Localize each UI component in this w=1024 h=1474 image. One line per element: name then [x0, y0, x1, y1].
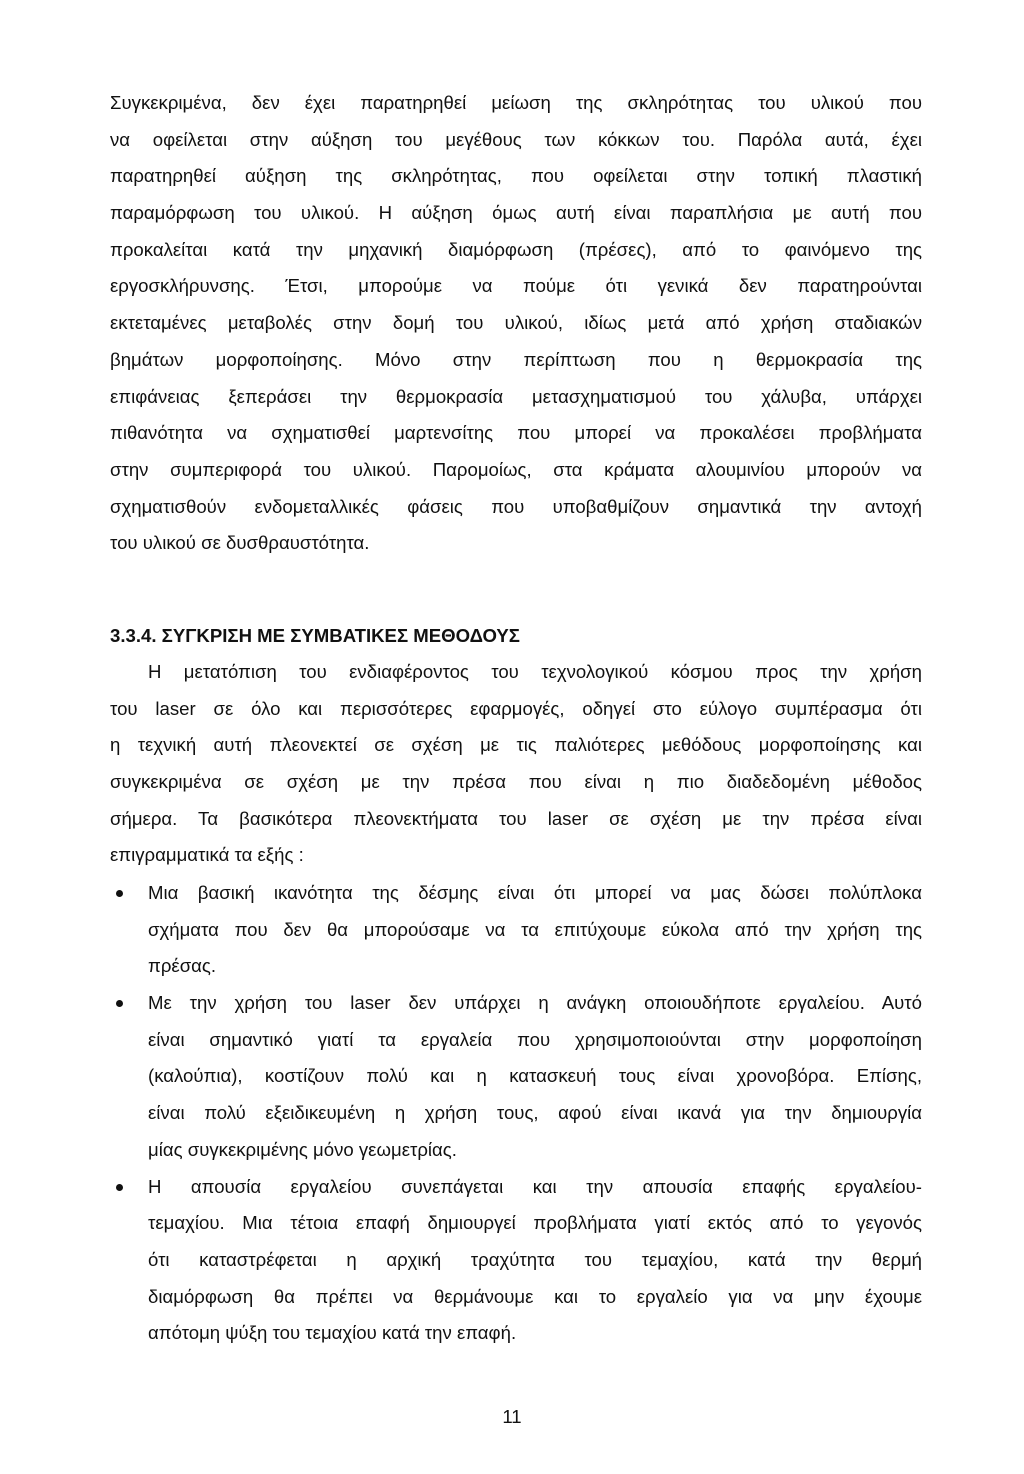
paragraph-2 [110, 654, 922, 874]
text-line: διαμόρφωση θα πρέπει να θερμάνουμε και το εργαλείο για να μην έχουμε [148, 1285, 922, 1307]
text-line: συγκεκριμένα σε σχέση με την πρέσα που είναι η πιο διαδεδομένη μέθοδος [110, 771, 922, 793]
text-line: εκτεταμένες μεταβολές στην δομή του υλικού, ιδίως μετά από χρήση σταδιακών [110, 312, 922, 334]
text-line: μίας συγκεκριμένης μόνο γεωμετρίας. [148, 1138, 457, 1160]
text-line: Με την χρήση του laser δεν υπάρχει η ανάγκη οποιουδήποτε εργαλείου. Αυτό [148, 992, 922, 1014]
text-line: Συγκεκριμένα, δεν έχει παρατηρηθεί μείωση της σκληρότητας του υλικού που [110, 92, 922, 113]
text-line: Η απουσία εργαλείου συνεπάγεται και την απουσία επαφής εργαλείου- [148, 1175, 922, 1197]
text-line: είναι σημαντικό γιατί τα εργαλεία που χρησιμοποιούνται στην μορφοποίηση [148, 1028, 922, 1050]
text-line: (καλούπια), κοστίζουν πολύ και η κατασκευή τους είναι χρονοβόρα. Επίσης, [148, 1065, 922, 1087]
paragraph-1 [110, 85, 922, 562]
text-line: Μια βασική ικανότητα της δέσμης είναι ότι μπορεί να μας δώσει πολύπλοκα [148, 882, 922, 903]
text-line: Η μετατόπιση του ενδιαφέροντος του τεχνολογικού κόσμου προς την χρήση [148, 661, 922, 682]
bullet-icon [116, 1184, 123, 1191]
bullet-icon [116, 1000, 123, 1007]
list-item [110, 985, 922, 1168]
text-line: του υλικού σε δυσθραυστότητα. [110, 532, 370, 554]
list-item [110, 1169, 922, 1352]
text-line: πρέσας. [148, 955, 217, 977]
text-line: σχήματα που δεν θα μπορούσαμε να τα επιτύχουμε εύκολα από την χρήση της [148, 918, 922, 940]
section-heading: 3.3.4. ΣΥΓΚΡΙΣΗ ΜΕ ΣΥΜΒΑΤΙΚΕΣ ΜΕΘΟΔΟΥΣ [110, 625, 520, 646]
advantages-list [110, 875, 922, 1352]
text-line: σχηματισθούν ενδομεταλλικές φάσεις που υποβαθμίζουν σημαντικά την αντοχή [110, 495, 922, 517]
bullet-icon [116, 890, 123, 897]
page-number: 11 [502, 1406, 522, 1427]
text-line: προκαλείται κατά την μηχανική διαμόρφωση (πρέσες), από το φαινόμενο της [110, 238, 922, 260]
text-line: επιγραμματικά τα εξής : [110, 844, 304, 866]
text-line: πιθανότητα να σχηματισθεί μαρτενσίτης που μπορεί να προκαλέσει προβλήματα [110, 422, 922, 444]
text-line: του laser σε όλο και περισσότερες εφαρμογές, οδηγεί στο εύλογο συμπέρασμα ότι [110, 697, 922, 719]
list-item [110, 875, 922, 985]
text-line: παρατηρηθεί αύξηση της σκληρότητας, που οφείλεται στην τοπική πλαστική [110, 165, 922, 187]
text-line: εργοσκλήρυνσης. Έτσι, μπορούμε να πούμε ότι γενικά δεν παρατηρούνται [110, 275, 922, 297]
text-line: βημάτων μορφοποίησης. Μόνο στην περίπτωση που η θερμοκρασία της [110, 348, 922, 370]
text-line: τεμαχίου. Μια τέτοια επαφή δημιουργεί προβλήματα γιατί εκτός από το γεγονός [148, 1212, 922, 1234]
text-line: απότομη ψύξη του τεμαχίου κατά την επαφή. [148, 1322, 517, 1344]
text-line: στην συμπεριφορά του υλικού. Παρομοίως, στα κράματα αλουμινίου μπορούν να [110, 458, 922, 480]
text-line: επιφάνειας ξεπεράσει την θερμοκρασία μετασχηματισμού του χάλυβα, υπάρχει [110, 385, 922, 407]
text-line: είναι πολύ εξειδικευμένη η χρήση τους, αφού είναι ικανά για την δημιουργία [148, 1102, 922, 1124]
text-line: ότι καταστρέφεται η αρχική τραχύτητα του τεμαχίου, κατά την θερμή [148, 1248, 922, 1270]
text-line: παραμόρφωση του υλικού. Η αύξηση όμως αυτή είναι παραπλήσια με αυτή που [110, 202, 922, 224]
text-line: σήμερα. Τα βασικότερα πλεονεκτήματα του laser σε σχέση με την πρέσα είναι [110, 807, 922, 829]
text-line: η τεχνική αυτή πλεονεκτεί σε σχέση με τις παλιότερες μεθόδους μορφοποίησης και [110, 734, 922, 756]
text-line: να οφείλεται στην αύξηση του μεγέθους των κόκκων του. Παρόλα αυτά, έχει [110, 128, 922, 150]
